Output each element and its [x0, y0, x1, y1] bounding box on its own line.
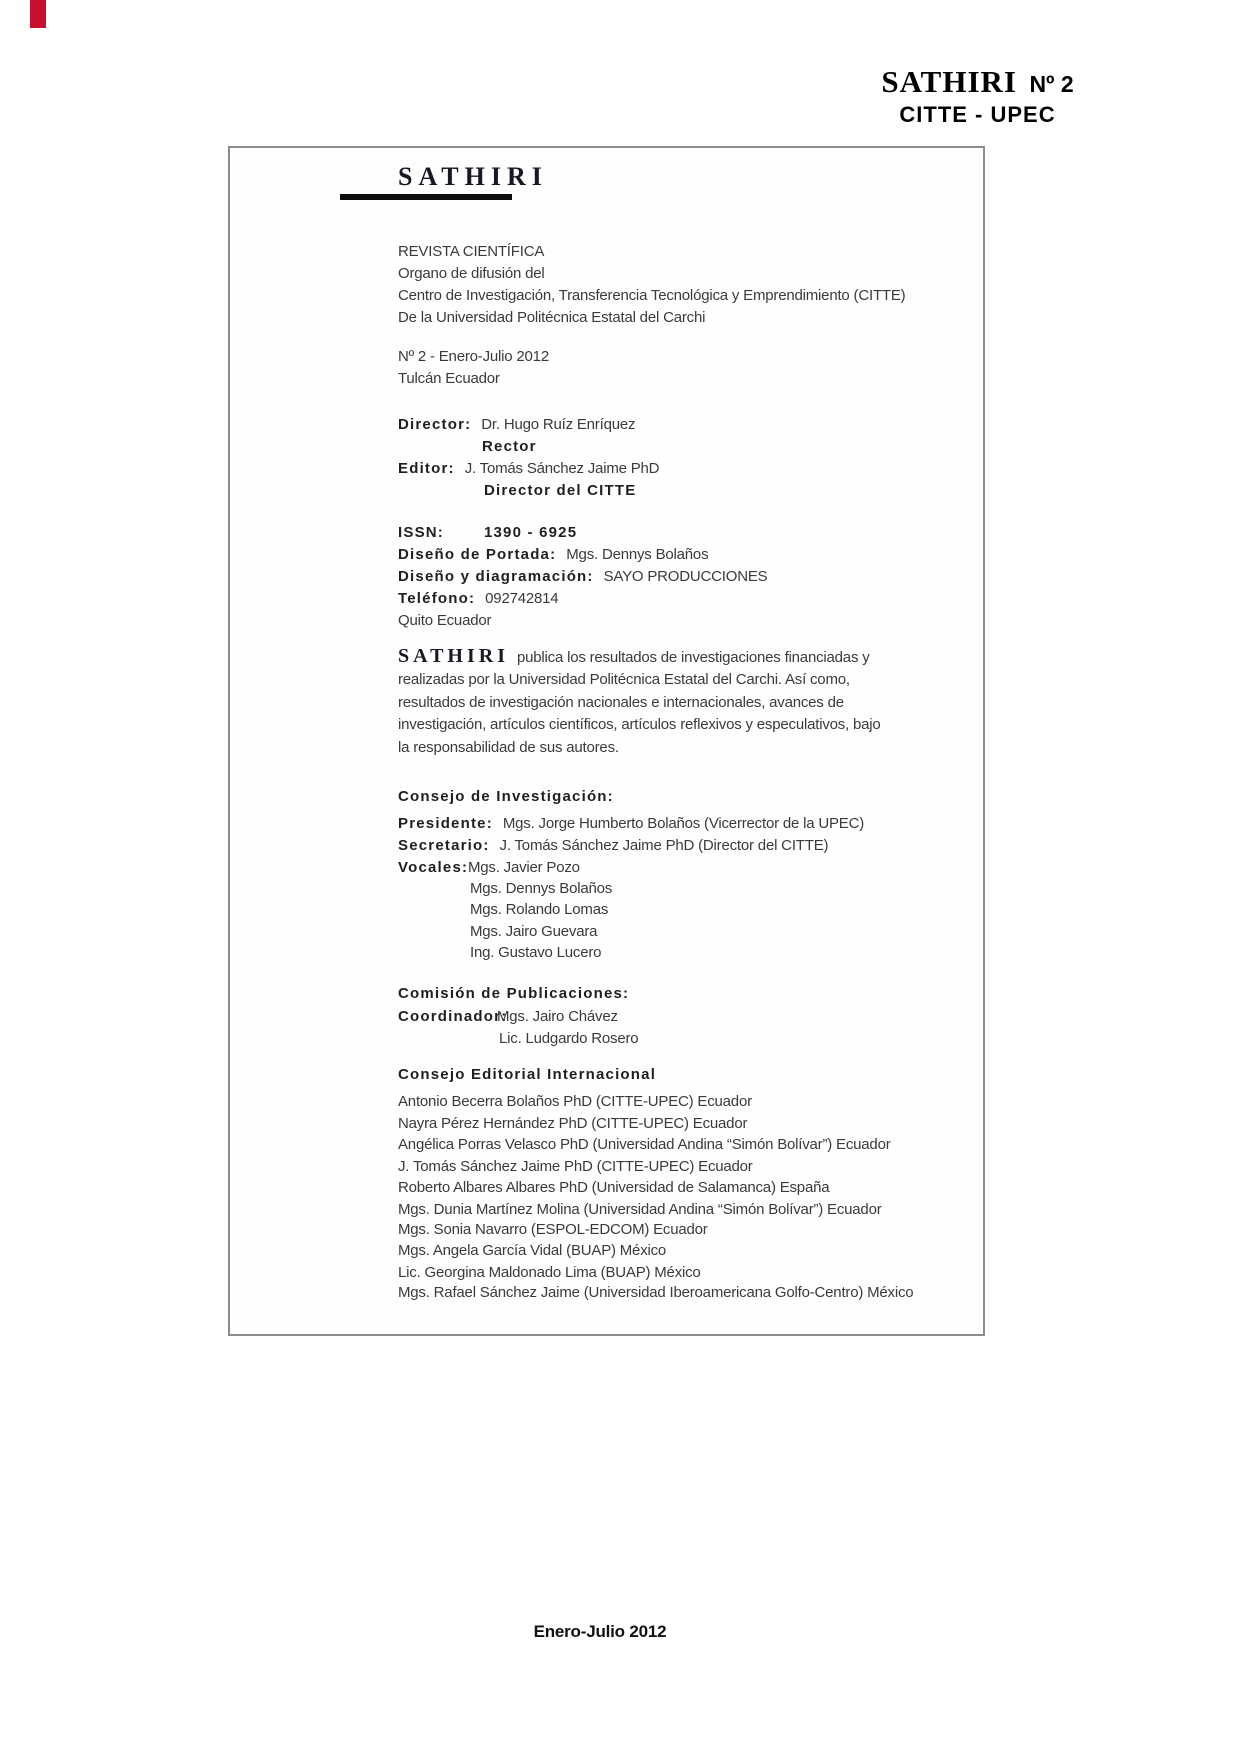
layout-design-line: [398, 567, 767, 587]
phone-value: 092742814: [485, 590, 559, 607]
director-label: Director:: [398, 416, 472, 433]
page-header-line: [880, 64, 1075, 100]
layout-design-value: SAYO PRODUCCIONES: [603, 568, 768, 585]
president-value: Mgs. Jorge Humberto Bolaños (Vicerrector de la UPEC): [502, 815, 865, 832]
editor-title: Director del CITTE: [484, 482, 637, 499]
masthead-line: Centro de Investigación, Transferencia Tecnológica y Emprendimiento (CITTE): [398, 287, 906, 304]
editorial-member: Antonio Becerra Bolaños PhD (CITTE-UPEC) Ecuador: [398, 1093, 752, 1110]
about-text: publica los resultados de investigaciones financiadas y realizadas por la Universidad Politécnica Estatal del Carchi. Así como, resultados de investigación nacionales e internacionales, avances de investigación, artículos científicos, artículos reflexivos y especulativos, bajo la responsabilidad de sus autores.: [398, 649, 881, 756]
editorial-member: J. Tomás Sánchez Jaime PhD (CITTE-UPEC) Ecuador: [398, 1158, 753, 1175]
issue-line: Nº 2 - Enero-Julio 2012: [398, 348, 549, 365]
secretary-line: [398, 836, 828, 856]
org-name: CITTE - UPEC: [899, 102, 1056, 127]
page-header: [880, 64, 1075, 128]
president-label: Presidente:: [398, 815, 493, 832]
editorial-board-title: Consejo Editorial Internacional: [398, 1066, 657, 1083]
phone-label: Teléfono:: [398, 590, 476, 607]
editorial-member: Angélica Porras Velasco PhD (Universidad Andina “Simón Bolívar”) Ecuador: [398, 1136, 891, 1153]
director-title: Rector: [482, 438, 537, 455]
editorial-member: Mgs. Dunia Martínez Molina (Universidad Andina “Simón Bolívar”) Ecuador: [398, 1201, 882, 1218]
vocales-label: Vocales:: [398, 859, 469, 876]
editorial-member: Roberto Albares Albares PhD (Universidad de Salamanca) España: [398, 1179, 830, 1196]
publisher-city: Quito Ecuador: [398, 612, 492, 629]
secretary-value: J. Tomás Sánchez Jaime PhD (Director del CITTE): [499, 837, 829, 854]
about-brand: SATHIRI: [398, 645, 509, 667]
masthead-line: REVISTA CIENTÍFICA: [398, 243, 545, 260]
cover-design-line: [398, 545, 708, 565]
footer-period: Enero-Julio 2012: [533, 1622, 667, 1641]
coordinator-label: Coordinador:: [398, 1008, 508, 1025]
masthead-line: De la Universidad Politécnica Estatal del Carchi: [398, 309, 706, 326]
vocal-member: Ing. Gustavo Lucero: [470, 944, 602, 961]
coordinator-member: Lic. Ludgardo Rosero: [499, 1030, 639, 1047]
scanned-page: [228, 146, 985, 1336]
red-accent-mark: [30, 0, 46, 28]
publications-committee-title: Comisión de Publicaciones:: [398, 985, 630, 1002]
editorial-member: Mgs. Sonia Navarro (ESPOL-EDCOM) Ecuador: [398, 1221, 708, 1238]
secretary-label: Secretario:: [398, 837, 490, 854]
cover-design-label: Diseño de Portada:: [398, 546, 557, 563]
vocales-line: [398, 858, 580, 878]
editorial-member: Lic. Georgina Maldonado Lima (BUAP) México: [398, 1264, 701, 1281]
editorial-member: Mgs. Rafael Sánchez Jaime (Universidad Iberoamericana Golfo-Centro) México: [398, 1284, 914, 1301]
vocal-member: Mgs. Dennys Bolaños: [470, 880, 613, 897]
editorial-member: Nayra Pérez Hernández PhD (CITTE-UPEC) Ecuador: [398, 1115, 748, 1132]
editor-label: Editor:: [398, 460, 455, 477]
layout-design-label: Diseño y diagramación:: [398, 568, 594, 585]
coordinator-line: [398, 1007, 618, 1027]
journal-logo: SATHIRI: [398, 162, 548, 191]
journal-name: SATHIRI: [881, 64, 1017, 99]
vocal-member: Mgs. Javier Pozo: [467, 859, 580, 876]
issn-line: [398, 523, 577, 543]
issn-value: 1390 - 6925: [483, 524, 578, 541]
coordinator-member: Mgs. Jairo Chávez: [496, 1008, 618, 1025]
cover-design-value: Mgs. Dennys Bolaños: [566, 546, 709, 563]
director-value: Dr. Hugo Ruíz Enríquez: [481, 416, 636, 433]
research-council-title: Consejo de Investigación:: [398, 788, 614, 805]
about-paragraph: [398, 645, 884, 759]
issn-label: ISSN:: [398, 524, 445, 541]
city-line: Tulcán Ecuador: [398, 370, 500, 387]
vocal-member: Mgs. Jairo Guevara: [470, 923, 598, 940]
phone-line: [398, 589, 558, 609]
issue-number: Nº 2: [1029, 71, 1074, 97]
editor-value: J. Tomás Sánchez Jaime PhD: [464, 460, 660, 477]
masthead-line: Organo de difusión del: [398, 265, 545, 282]
president-line: [398, 814, 864, 834]
director-line: [398, 415, 635, 435]
logo-underline: [340, 194, 512, 200]
editor-line: [398, 459, 659, 479]
editorial-member: Mgs. Angela García Vidal (BUAP) México: [398, 1242, 667, 1259]
vocal-member: Mgs. Rolando Lomas: [470, 901, 609, 918]
